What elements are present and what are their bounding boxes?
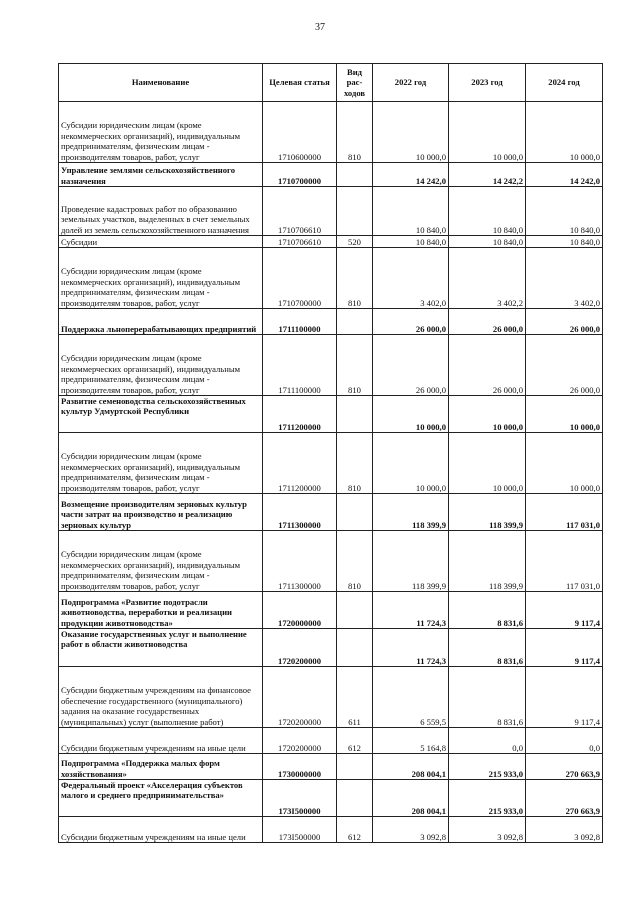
row-name: Субсидии (59, 236, 263, 248)
row-kind: 612 (337, 728, 373, 754)
table-row (59, 187, 603, 236)
row-2024: 117 031,0 (526, 531, 603, 592)
row-2023: 118 399,9 (449, 531, 526, 592)
table-row (59, 335, 603, 396)
row-2024: 9 117,4 (526, 667, 603, 728)
row-2023: 8 831,6 (449, 667, 526, 728)
row-2024: 117 031,0 (526, 494, 603, 531)
row-code: 1711100000 (263, 335, 337, 396)
row-kind (337, 187, 373, 236)
row-2022: 118 399,9 (373, 531, 449, 592)
row-2023: 0,0 (449, 728, 526, 754)
row-name: Оказание государственных услуг и выполнение работ в области животноводства (59, 629, 263, 667)
header-2022: 2022 год (373, 64, 449, 102)
row-2023: 3 092,8 (449, 817, 526, 843)
row-code: 173I500000 (263, 817, 337, 843)
row-name: Подпрограмма «Развитие подотрасли животноводства, переработки и реализации продукции животноводства» (59, 592, 263, 629)
row-kind: 810 (337, 531, 373, 592)
row-2023: 10 840,0 (449, 236, 526, 248)
row-2023: 10 000,0 (449, 396, 526, 433)
row-2024: 270 663,9 (526, 754, 603, 780)
row-name: Управление землями сельскохозяйственного назначения (59, 163, 263, 187)
table-row (59, 494, 603, 531)
table-row (59, 780, 603, 817)
row-2022: 5 164,8 (373, 728, 449, 754)
page-number: 37 (315, 22, 325, 33)
table-row (59, 309, 603, 335)
row-kind: 611 (337, 667, 373, 728)
row-2022: 10 000,0 (373, 102, 449, 163)
row-2022: 10 840,0 (373, 236, 449, 248)
table-header-row (59, 64, 603, 102)
row-code: 173I500000 (263, 780, 337, 817)
row-name: Субсидии юридическим лицам (кроме некоммерческих организаций), индивидуальным предпринимателям, физическим лицам - производителям товаров, работ, услуг (59, 102, 263, 163)
row-kind (337, 396, 373, 433)
table-row (59, 102, 603, 163)
row-2024: 10 000,0 (526, 396, 603, 433)
row-kind (337, 629, 373, 667)
row-2023: 14 242,2 (449, 163, 526, 187)
row-code: 1720200000 (263, 667, 337, 728)
row-code: 1730000000 (263, 754, 337, 780)
row-2024: 9 117,4 (526, 592, 603, 629)
row-kind: 612 (337, 817, 373, 843)
row-2022: 118 399,9 (373, 494, 449, 531)
table-row (59, 667, 603, 728)
row-code: 1711200000 (263, 396, 337, 433)
row-2023: 118 399,9 (449, 494, 526, 531)
table-row (59, 531, 603, 592)
row-name: Подпрограмма «Поддержка малых форм хозяйствования» (59, 754, 263, 780)
row-kind (337, 780, 373, 817)
row-name: Возмещение производителям зерновых культур части затрат на производство и реализацию зерновых культур (59, 494, 263, 531)
table-row (59, 817, 603, 843)
row-2024: 270 663,9 (526, 780, 603, 817)
row-kind: 810 (337, 102, 373, 163)
row-name: Субсидии бюджетным учреждениям на иные цели (59, 728, 263, 754)
row-2022: 208 004,1 (373, 780, 449, 817)
row-2024: 3 402,0 (526, 248, 603, 309)
table-row (59, 163, 603, 187)
row-name: Субсидии юридическим лицам (кроме некоммерческих организаций), индивидуальным предпринимателям, физическим лицам - производителям товаров, работ, услуг (59, 531, 263, 592)
row-2022: 208 004,1 (373, 754, 449, 780)
row-2022: 26 000,0 (373, 335, 449, 396)
row-2024: 3 092,8 (526, 817, 603, 843)
row-kind (337, 592, 373, 629)
row-2022: 10 000,0 (373, 433, 449, 494)
row-2022: 11 724,3 (373, 629, 449, 667)
row-2022: 10 000,0 (373, 396, 449, 433)
row-2023: 10 840,0 (449, 187, 526, 236)
row-kind (337, 754, 373, 780)
row-2023: 8 831,6 (449, 592, 526, 629)
row-name: Субсидии бюджетным учреждениям на иные цели (59, 817, 263, 843)
row-code: 1720200000 (263, 728, 337, 754)
table-row (59, 629, 603, 667)
row-2024: 10 000,0 (526, 102, 603, 163)
table-row (59, 433, 603, 494)
row-kind: 810 (337, 335, 373, 396)
row-2023: 26 000,0 (449, 309, 526, 335)
row-code: 1720200000 (263, 629, 337, 667)
header-code: Целевая статья (263, 64, 337, 102)
row-kind: 810 (337, 248, 373, 309)
row-2024: 26 000,0 (526, 335, 603, 396)
row-kind (337, 163, 373, 187)
table-row (59, 396, 603, 433)
row-code: 1710706610 (263, 236, 337, 248)
row-2022: 10 840,0 (373, 187, 449, 236)
row-kind (337, 494, 373, 531)
row-2023: 3 402,2 (449, 248, 526, 309)
row-2022: 14 242,0 (373, 163, 449, 187)
row-code: 1711100000 (263, 309, 337, 335)
table-row (59, 592, 603, 629)
table-row (59, 754, 603, 780)
table-row (59, 236, 603, 248)
row-code: 1711300000 (263, 494, 337, 531)
row-code: 1710700000 (263, 248, 337, 309)
row-2023: 215 933,0 (449, 780, 526, 817)
row-2022: 6 559,5 (373, 667, 449, 728)
row-code: 1711200000 (263, 433, 337, 494)
row-kind (337, 309, 373, 335)
row-code: 1720000000 (263, 592, 337, 629)
table-row (59, 248, 603, 309)
row-name: Развитие семеноводства сельскохозяйственных культур Удмуртской Республики (59, 396, 263, 433)
row-2024: 10 000,0 (526, 433, 603, 494)
row-name: Субсидии бюджетным учреждениям на финансовое обеспечение государственного (муниципального) задания на оказание государственных (муниципальных) услуг (выполнение работ) (59, 667, 263, 728)
row-2024: 9 117,4 (526, 629, 603, 667)
table-row (59, 728, 603, 754)
row-code: 1710600000 (263, 102, 337, 163)
row-2024: 10 840,0 (526, 187, 603, 236)
row-name: Субсидии юридическим лицам (кроме некоммерческих организаций), индивидуальным предпринимателям, физическим лицам - производителям товаров, работ, услуг (59, 433, 263, 494)
row-code: 1710706610 (263, 187, 337, 236)
row-name: Поддержка льноперерабатывающих предприятий (59, 309, 263, 335)
row-name: Федеральный проект «Акселерация субъектов малого и среднего предпринимательства» (59, 780, 263, 817)
header-2023: 2023 год (449, 64, 526, 102)
row-kind: 810 (337, 433, 373, 494)
row-2022: 3 092,8 (373, 817, 449, 843)
header-kind: Вид рас-ходов (337, 64, 373, 102)
row-2023: 8 831,6 (449, 629, 526, 667)
header-2024: 2024 год (526, 64, 603, 102)
row-2024: 26 000,0 (526, 309, 603, 335)
row-2022: 3 402,0 (373, 248, 449, 309)
row-2023: 10 000,0 (449, 433, 526, 494)
row-2022: 26 000,0 (373, 309, 449, 335)
row-name: Субсидии юридическим лицам (кроме некоммерческих организаций), индивидуальным предпринимателям, физическим лицам - производителям товаров, работ, услуг (59, 335, 263, 396)
row-2023: 10 000,0 (449, 102, 526, 163)
row-code: 1711300000 (263, 531, 337, 592)
header-name: Наименование (59, 64, 263, 102)
row-name: Проведение кадастровых работ по образованию земельных участков, выделенных в счет земельных долей из земель сельскохозяйственного назначения (59, 187, 263, 236)
row-2024: 14 242,0 (526, 163, 603, 187)
row-2023: 26 000,0 (449, 335, 526, 396)
row-code: 1710700000 (263, 163, 337, 187)
budget-table (58, 63, 603, 843)
row-kind: 520 (337, 236, 373, 248)
row-2024: 10 840,0 (526, 236, 603, 248)
row-2023: 215 933,0 (449, 754, 526, 780)
row-name: Субсидии юридическим лицам (кроме некоммерческих организаций), индивидуальным предпринимателям, физическим лицам - производителям товаров, работ, услуг (59, 248, 263, 309)
row-2022: 11 724,3 (373, 592, 449, 629)
row-2024: 0,0 (526, 728, 603, 754)
